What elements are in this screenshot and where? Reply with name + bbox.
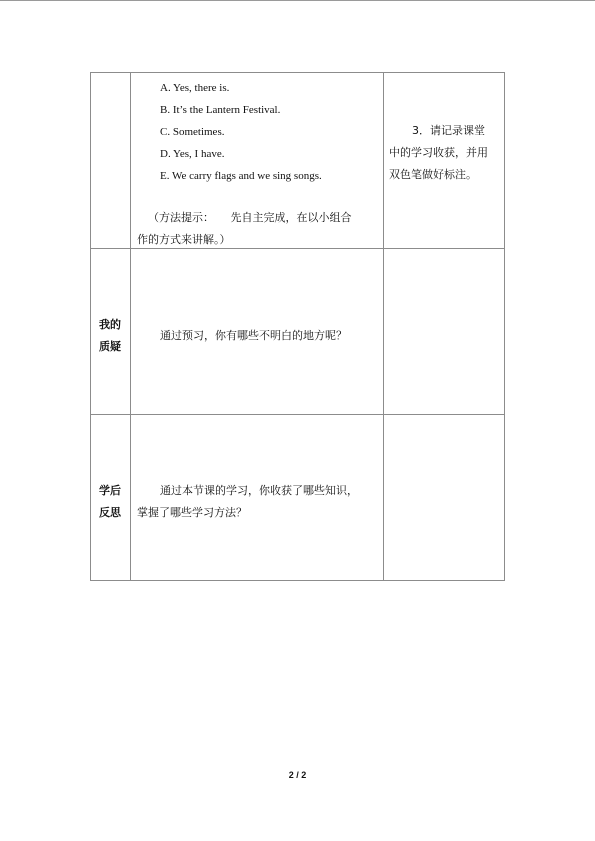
column-divider-1 bbox=[130, 72, 131, 581]
side-note-line2: 中的学习收获，并用 bbox=[389, 146, 488, 159]
option-a: A. Yes, there is. bbox=[160, 82, 230, 94]
table-border-bottom bbox=[90, 580, 505, 581]
questions-prompt: 通过预习，你有哪些不明白的地方呢？ bbox=[160, 329, 347, 342]
questions-label-line1: 我的 bbox=[99, 318, 121, 331]
table-border-top bbox=[90, 72, 505, 73]
option-c: C. Sometimes. bbox=[160, 126, 225, 138]
option-b: B. It’s the Lantern Festival. bbox=[160, 104, 281, 116]
questions-label-line2: 质疑 bbox=[99, 340, 121, 353]
option-e: E. We carry flags and we sing songs. bbox=[160, 170, 322, 182]
reflection-label-line1: 学后 bbox=[99, 484, 121, 497]
row-divider-2 bbox=[90, 414, 505, 415]
method-tip-line1: （方法提示： 先自主完成，在以小组合 bbox=[148, 211, 352, 224]
method-tip-line2: 作的方式来讲解。） bbox=[137, 233, 231, 246]
column-divider-2 bbox=[383, 72, 384, 581]
table-border-right bbox=[504, 72, 505, 581]
side-note-line3: 双色笔做好标注。 bbox=[389, 168, 477, 181]
page-number: 2 / 2 bbox=[288, 770, 307, 780]
option-d: D. Yes, I have. bbox=[160, 148, 225, 160]
reflection-prompt-line1: 通过本节课的学习，你收获了哪些知识， bbox=[160, 484, 358, 497]
reflection-label-line2: 反思 bbox=[99, 506, 121, 519]
side-note-line1: 3．请记录课堂 bbox=[412, 124, 485, 137]
reflection-prompt-line2: 掌握了哪些学习方法？ bbox=[137, 506, 247, 519]
page-top-rule bbox=[0, 0, 595, 1]
